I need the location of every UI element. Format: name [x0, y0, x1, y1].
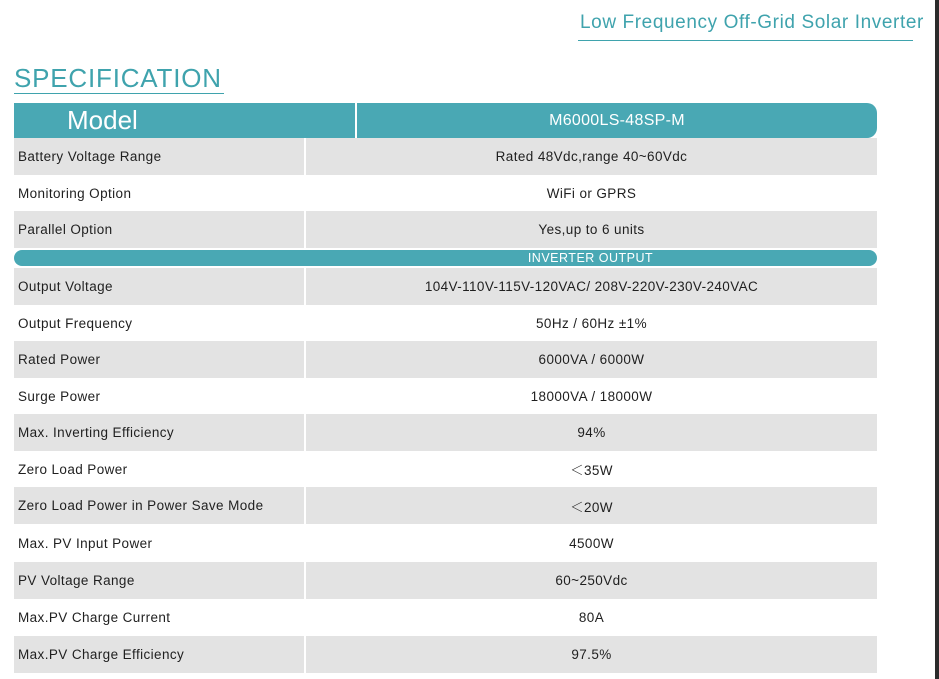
- spec-value: WiFi or GPRS: [546, 185, 637, 201]
- table-row: [14, 562, 877, 599]
- model-label: Model: [14, 103, 357, 138]
- table-row: [14, 305, 877, 341]
- table-row: [14, 211, 877, 248]
- table-row: [14, 636, 877, 673]
- table-row: [14, 175, 877, 211]
- table-row: [14, 451, 877, 487]
- spec-name: Parallel Option: [14, 211, 306, 248]
- spec-value: Rated 48Vdc,range 40~60Vdc: [306, 138, 877, 175]
- spec-name: Max. Inverting Efficiency: [14, 414, 306, 451]
- spec-value: 50Hz / 60Hz ±1%: [536, 315, 647, 331]
- spec-value: 97.5%: [306, 636, 877, 673]
- spec-name: Max.PV Charge Efficiency: [14, 636, 306, 673]
- table-row: [14, 524, 877, 562]
- spec-value: 18000VA / 18000W: [530, 388, 653, 404]
- table-row: [14, 341, 877, 378]
- spec-value: 104V-110V-115V-120VAC/ 208V-220V-230V-240VAC: [306, 268, 877, 305]
- section-title-underline: [14, 93, 224, 94]
- spec-name: Zero Load Power in Power Save Mode: [14, 487, 306, 524]
- document-title-underline: [578, 40, 913, 41]
- spec-value: 4500W: [569, 535, 614, 551]
- table-row: [14, 599, 877, 636]
- model-header-bar: [14, 103, 877, 138]
- table-row: [14, 414, 877, 451]
- table-row: [14, 268, 877, 305]
- spec-value: 94%: [306, 414, 877, 451]
- spec-name: Zero Load Power: [14, 451, 306, 487]
- section-title: SPECIFICATION: [14, 63, 222, 93]
- group-header-inverter-output: INVERTER OUTPUT: [14, 250, 877, 266]
- spec-name: Output Frequency: [14, 305, 306, 341]
- spec-value: ＜35W: [570, 463, 613, 478]
- spec-name: Max.PV Charge Current: [14, 599, 306, 636]
- spec-name: Max. PV Input Power: [14, 524, 306, 562]
- table-row: [14, 378, 877, 414]
- spec-name: Monitoring Option: [14, 175, 306, 211]
- spec-value: Yes,up to 6 units: [306, 211, 877, 248]
- spec-name: PV Voltage Range: [14, 562, 306, 599]
- document-title: Low Frequency Off-Grid Solar Inverter: [580, 12, 924, 33]
- spec-value: 80A: [578, 610, 605, 625]
- spec-name: Battery Voltage Range: [14, 138, 306, 175]
- table-row: [14, 487, 877, 524]
- table-row: [14, 138, 877, 175]
- spec-name: Surge Power: [14, 378, 306, 414]
- model-value: M6000LS-48SP-M: [549, 112, 685, 129]
- spec-table: [14, 103, 877, 673]
- page-right-edge: [935, 0, 939, 679]
- spec-name: Output Voltage: [14, 268, 306, 305]
- spec-value: 6000VA / 6000W: [306, 341, 877, 378]
- spec-name: Rated Power: [14, 341, 306, 378]
- spec-value: 60~250Vdc: [306, 562, 877, 599]
- spec-value: ＜20W: [306, 487, 877, 524]
